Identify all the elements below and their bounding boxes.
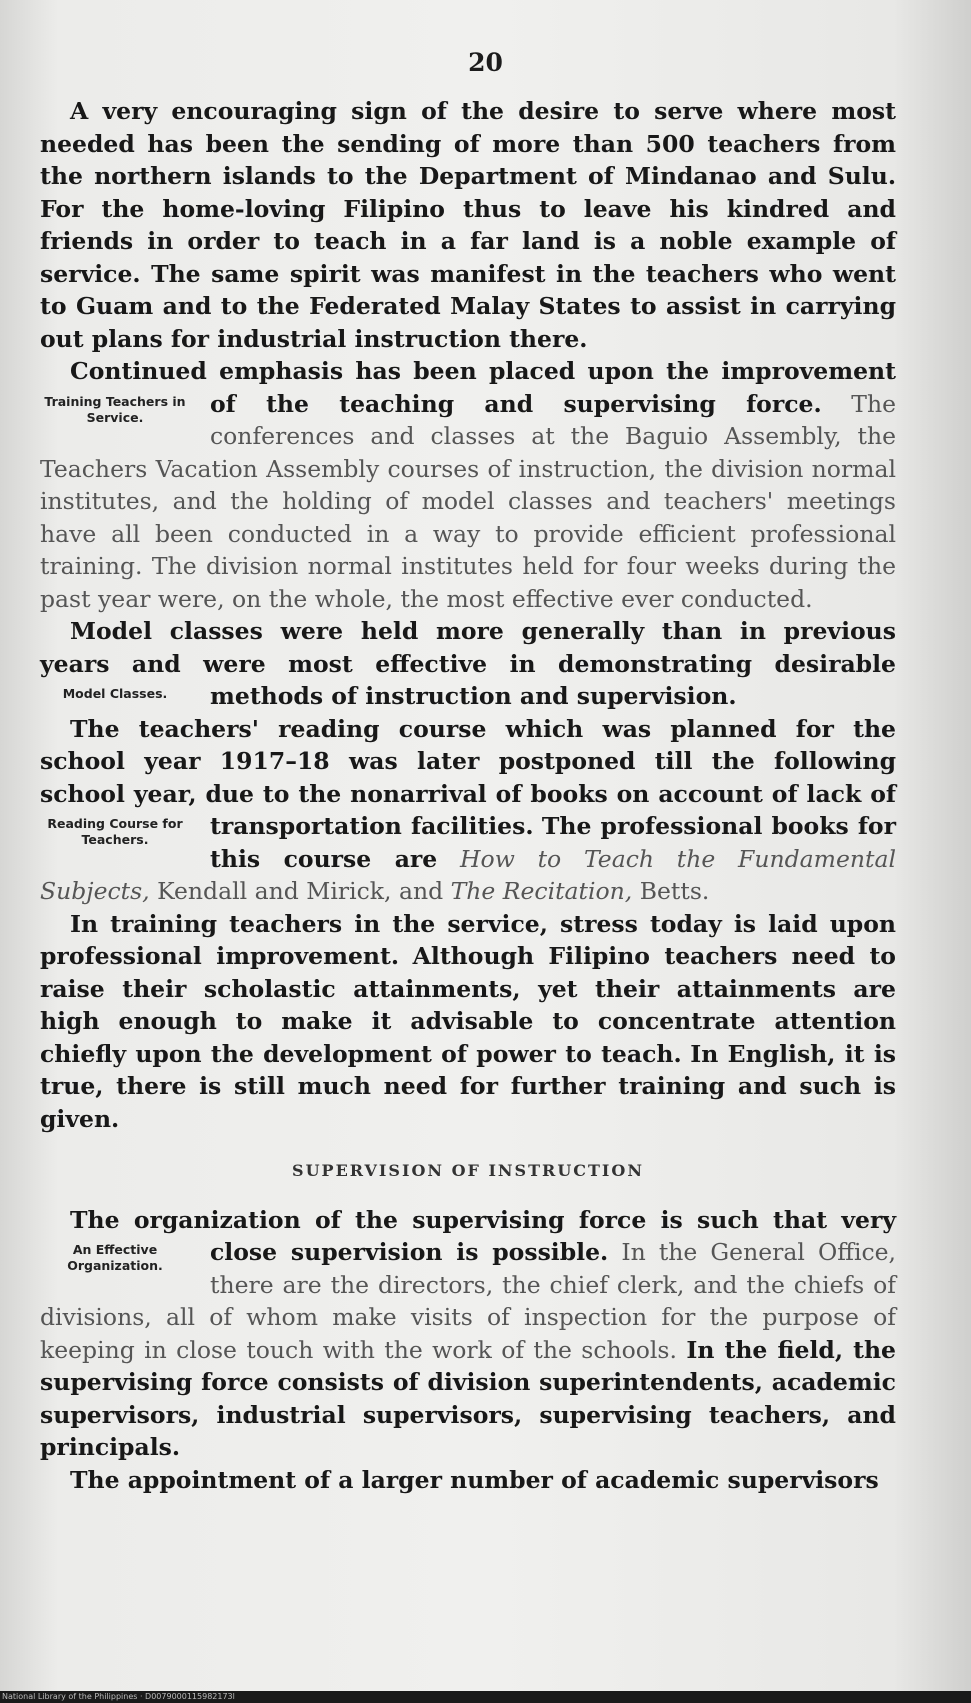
- paragraph-academic-supervisors: The appointment of a larger number of academic supervisors: [70, 1465, 879, 1494]
- paragraph-professional-improvement: In training teachers in the service, stress today is laid upon professional improvement. Although Filipino teachers need to raise their scholastic attainments, yet their attainments are high enough to make it advisable to concentrate attention chiefly upon the development of power to teach. In English, it is true, there is still much need for further training and such is given.: [40, 909, 896, 1133]
- footer-text: National Library of the Philippines · D0079000115982173l: [2, 1692, 235, 1701]
- side-note-organization: An Effective Organization.: [67, 1242, 163, 1273]
- paragraph-teaching-force: Continued emphasis has been placed upon the improvement of the teaching and supervising force. Training Teachers in Service. The conferences and classes at the Baguio Assembly, the Teachers Vacation Assembly courses of instruction, the division normal institutes, and the holding of model classes and teachers' meetings have all been conducted in a way to provide efficient professional training. The division normal institutes held for four weeks during the past year were, on the whole, the most effective ever conducted.: [40, 357, 896, 613]
- side-note-model-classes: Model Classes.: [62, 686, 168, 701]
- page-number: 20: [468, 48, 503, 77]
- paragraph-reading-course: The teachers' reading course which was planned for the school year 1917–18 was later postponed till the following school year, due to the nonarrival of books on account of lack of transportation facilities. Reading Course for Teachers. The professional books for this course are How to Teach the Fundamental Subjects, Kendall and Mirick, and The Recitation, Betts.: [40, 714, 896, 905]
- paragraph-model-classes: Model classes were held more generally than in previous years and were most effective in demonstrating desirable methods of instruction and supervision. Model Classes.: [40, 617, 896, 710]
- book-title-recitation: The Recitation,: [450, 877, 633, 905]
- paragraph-mindanao-teachers: A very encouraging sign of the desire to serve where most needed has been the sending of more than 500 teachers from the northern islands to the Department of Mindanao and Sulu. For the home-loving Filipino thus to leave his kindred and friends in order to teach in a far land is a noble example of service. The same spirit was manifest in the teachers who went to Guam and to the Federated Malay States to assist in carrying out plans for industrial instruction there.: [40, 97, 896, 353]
- section-heading: SUPERVISION OF INSTRUCTION: [292, 1161, 644, 1180]
- book-title-fundamental-subjects: How to Teach the Fundamental Subjects,: [40, 844, 896, 905]
- side-note-reading-course: Reading Course for Teachers.: [47, 816, 183, 847]
- side-note-training: Training Teachers in Service.: [44, 393, 186, 425]
- paragraph-organization: The organization of the supervising force is such that very close supervision is possible. An Effective Organization. In the General Office, there are the directors, the chief clerk, and the chiefs of divisions, all of whom make visits of inspection for the purpose of keeping in close touch with the work of the schools. In the field, the supervising force consists of division superintendents, academic supervisors, industrial supervisors, supervising teachers, and principals.: [40, 1205, 897, 1461]
- body-text-top: [40, 95, 896, 1496]
- scan-footer: [0, 1691, 971, 1703]
